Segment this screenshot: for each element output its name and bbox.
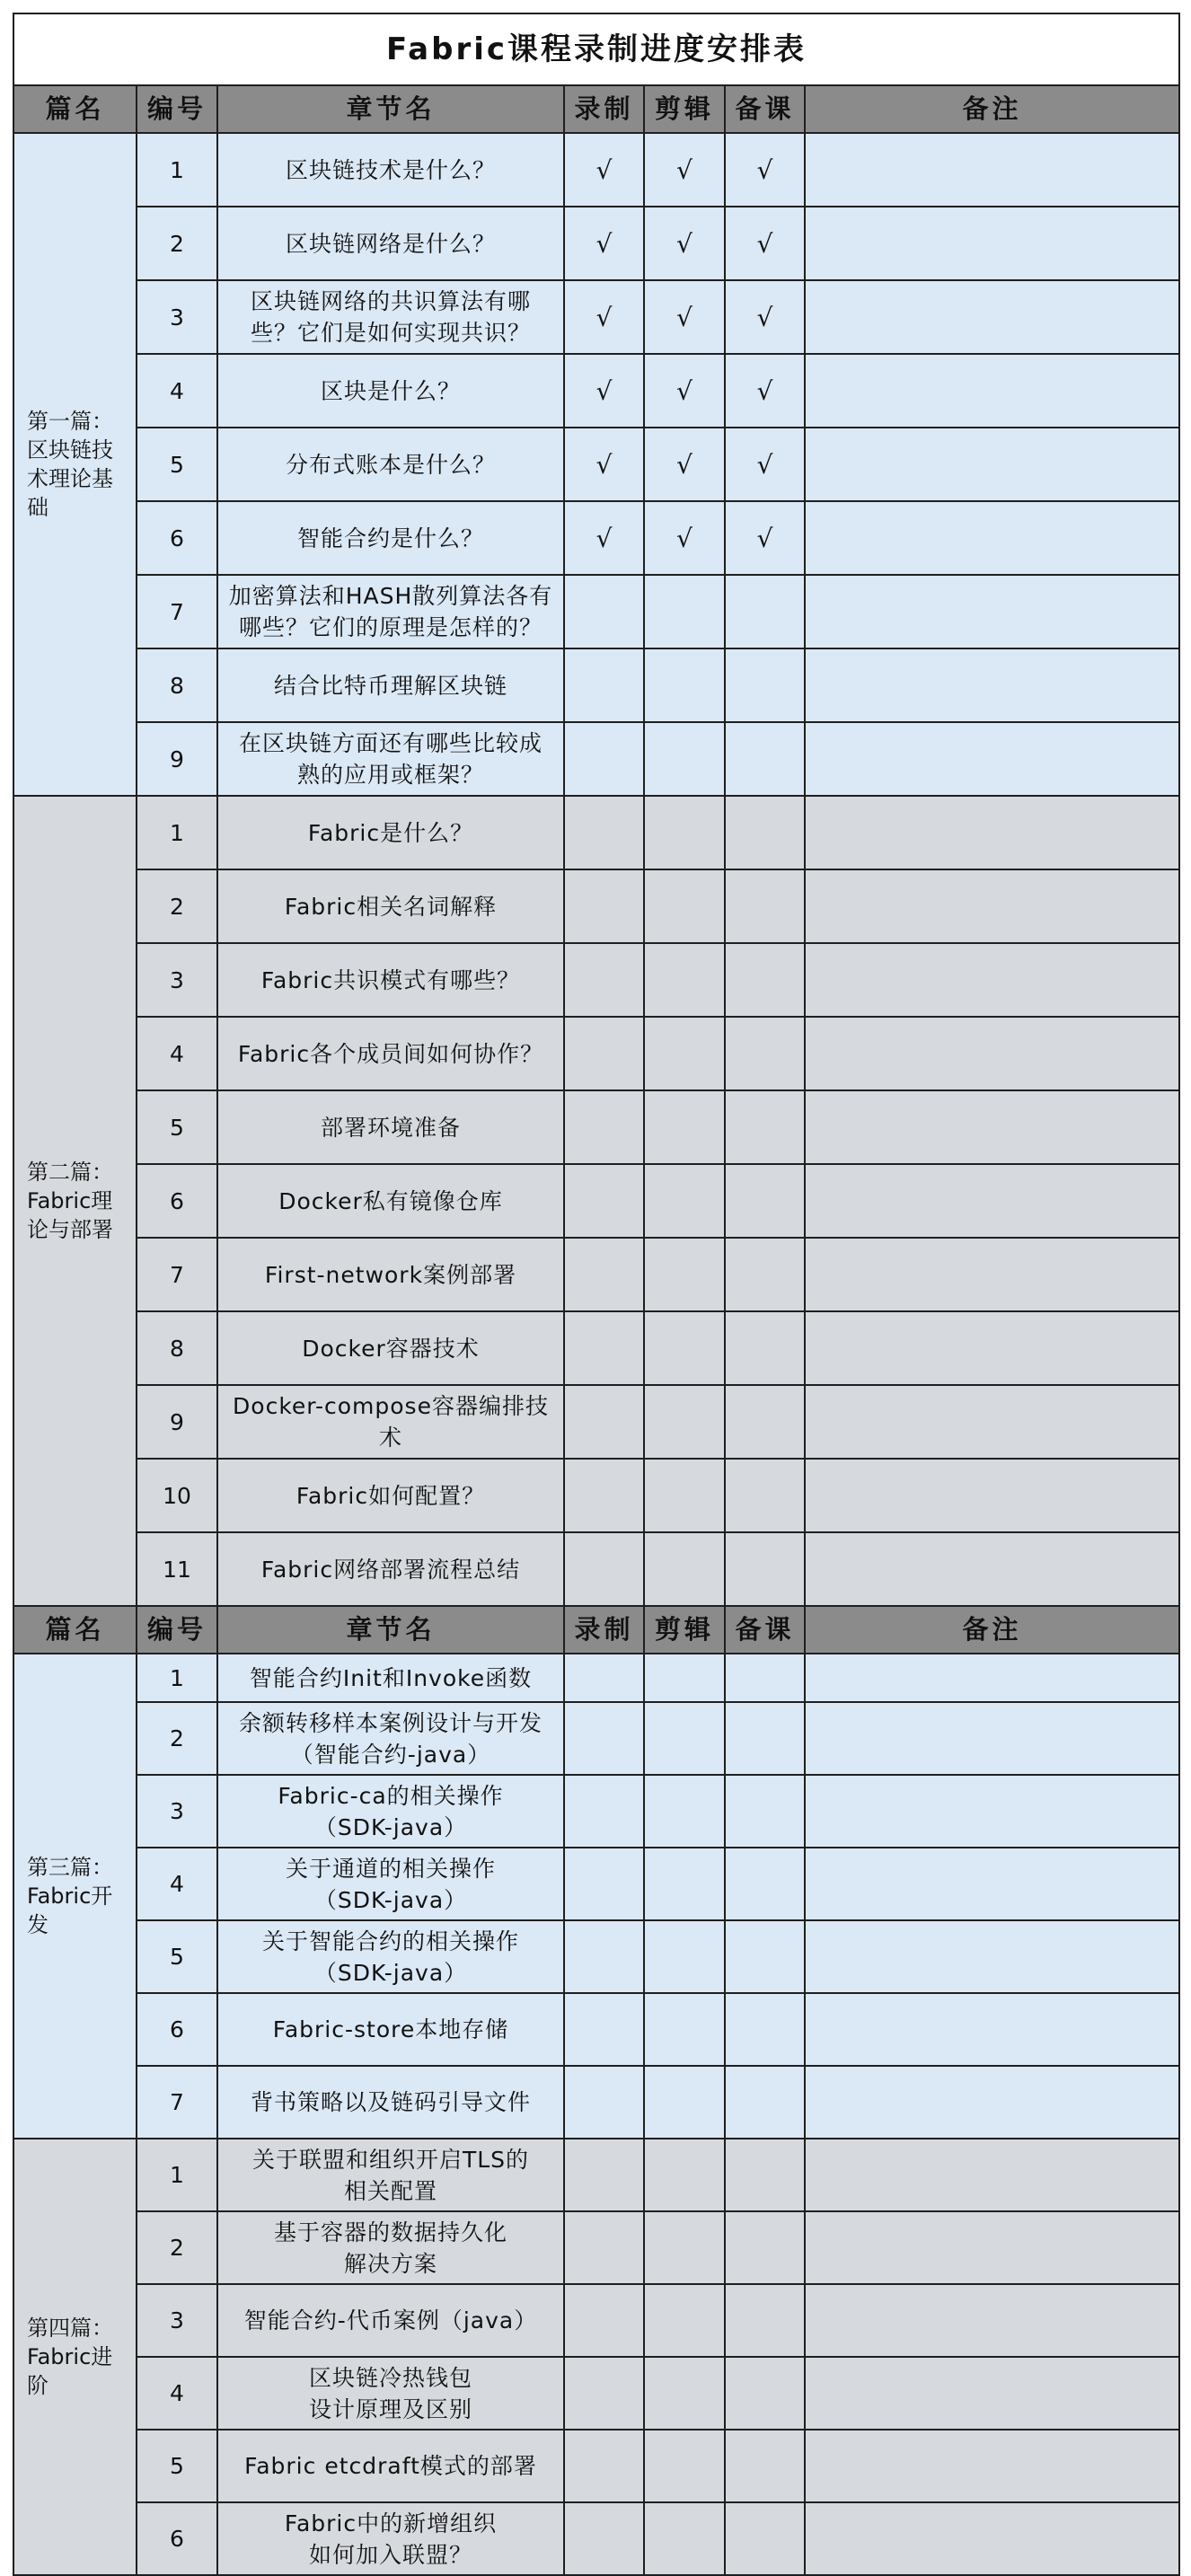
note-cell xyxy=(805,1920,1179,1993)
table-row xyxy=(13,501,1179,575)
prepare-check xyxy=(725,1654,805,1702)
table-row xyxy=(13,1311,1179,1385)
header-chapter: 章节名 xyxy=(217,1606,564,1654)
note-cell xyxy=(805,796,1179,869)
edit-check xyxy=(644,1654,725,1702)
prepare-check xyxy=(725,1238,805,1311)
row-number: 6 xyxy=(137,1993,217,2066)
prepare-check xyxy=(725,2211,805,2284)
row-number: 8 xyxy=(137,1311,217,1385)
row-number: 9 xyxy=(137,722,217,796)
edit-check xyxy=(644,1532,725,1606)
record-check xyxy=(564,1090,644,1164)
record-check xyxy=(564,1848,644,1920)
header-edit: 剪辑 xyxy=(644,1606,725,1654)
note-cell xyxy=(805,943,1179,1017)
table-row xyxy=(13,280,1179,354)
prepare-check xyxy=(725,2139,805,2211)
prepare-check xyxy=(725,575,805,648)
table-row xyxy=(13,796,1179,869)
note-cell xyxy=(805,1090,1179,1164)
record-check xyxy=(564,2284,644,2357)
note-cell xyxy=(805,2211,1179,2284)
row-number: 7 xyxy=(137,2066,217,2139)
note-cell xyxy=(805,207,1179,280)
note-cell xyxy=(805,575,1179,648)
table-row xyxy=(13,1164,1179,1238)
table-row xyxy=(13,2357,1179,2430)
part-3-name: 第三篇： Fabric开 发 xyxy=(13,1654,137,2139)
note-cell xyxy=(805,1993,1179,2066)
chapter-name: 基于容器的数据持久化 解决方案 xyxy=(217,2211,564,2284)
edit-check xyxy=(644,1238,725,1311)
chapter-name: Fabric是什么？ xyxy=(217,796,564,869)
table-row xyxy=(13,428,1179,501)
record-check xyxy=(564,1311,644,1385)
prepare-check xyxy=(725,1920,805,1993)
prepare-check xyxy=(725,2430,805,2502)
table-row xyxy=(13,2139,1179,2211)
note-cell xyxy=(805,1017,1179,1090)
prepare-check xyxy=(725,796,805,869)
chapter-name: Fabric共识模式有哪些？ xyxy=(217,943,564,1017)
header-number: 编号 xyxy=(137,85,217,133)
prepare-check xyxy=(725,2284,805,2357)
note-cell xyxy=(805,1532,1179,1606)
prepare-check xyxy=(725,1311,805,1385)
edit-check xyxy=(644,1017,725,1090)
edit-check xyxy=(644,943,725,1017)
record-check xyxy=(564,2211,644,2284)
row-number: 4 xyxy=(137,1017,217,1090)
chapter-name: Fabric中的新增组织 如何加入联盟？ xyxy=(217,2502,564,2575)
row-number: 11 xyxy=(137,1532,217,1606)
row-number: 3 xyxy=(137,2284,217,2357)
edit-check: √ xyxy=(644,501,725,575)
edit-check xyxy=(644,2357,725,2430)
note-cell xyxy=(805,1702,1179,1775)
row-number: 3 xyxy=(137,943,217,1017)
edit-check xyxy=(644,1090,725,1164)
row-number: 4 xyxy=(137,1848,217,1920)
header-note: 备注 xyxy=(805,1606,1179,1654)
chapter-name: Fabric相关名词解释 xyxy=(217,869,564,943)
chapter-name: Fabric网络部署流程总结 xyxy=(217,1532,564,1606)
prepare-check: √ xyxy=(725,501,805,575)
note-cell xyxy=(805,1654,1179,1702)
chapter-name: 区块链技术是什么？ xyxy=(217,133,564,207)
table-row xyxy=(13,1775,1179,1848)
prepare-check xyxy=(725,1993,805,2066)
part-2-name: 第二篇： Fabric理 论与部署 xyxy=(13,796,137,1606)
record-check xyxy=(564,1459,644,1532)
edit-check xyxy=(644,1385,725,1459)
note-cell xyxy=(805,2139,1179,2211)
table-row xyxy=(13,1090,1179,1164)
prepare-check xyxy=(725,1459,805,1532)
record-check xyxy=(564,575,644,648)
row-number: 7 xyxy=(137,575,217,648)
row-number: 5 xyxy=(137,1920,217,1993)
header-record: 录制 xyxy=(564,1606,644,1654)
header-chapter: 章节名 xyxy=(217,85,564,133)
note-cell xyxy=(805,1311,1179,1385)
chapter-name: 智能合约是什么？ xyxy=(217,501,564,575)
header-edit: 剪辑 xyxy=(644,85,725,133)
edit-check: √ xyxy=(644,133,725,207)
prepare-check xyxy=(725,1164,805,1238)
table-row xyxy=(13,1459,1179,1532)
note-cell xyxy=(805,1848,1179,1920)
header-note: 备注 xyxy=(805,85,1179,133)
record-check: √ xyxy=(564,280,644,354)
table-row xyxy=(13,1017,1179,1090)
note-cell xyxy=(805,722,1179,796)
record-check xyxy=(564,1775,644,1848)
chapter-name: First-network案例部署 xyxy=(217,1238,564,1311)
chapter-name: 关于通道的相关操作 （SDK-java） xyxy=(217,1848,564,1920)
prepare-check xyxy=(725,648,805,722)
edit-check xyxy=(644,1993,725,2066)
prepare-check xyxy=(725,2066,805,2139)
chapter-name: 分布式账本是什么？ xyxy=(217,428,564,501)
record-check xyxy=(564,796,644,869)
table-row xyxy=(13,2284,1179,2357)
edit-check xyxy=(644,722,725,796)
chapter-name: 区块链网络的共识算法有哪 些？它们是如何实现共识？ xyxy=(217,280,564,354)
header-row xyxy=(13,85,1179,133)
row-number: 5 xyxy=(137,2430,217,2502)
table-row xyxy=(13,722,1179,796)
table-row xyxy=(13,207,1179,280)
record-check: √ xyxy=(564,354,644,428)
record-check xyxy=(564,1385,644,1459)
chapter-name: Fabric各个成员间如何协作？ xyxy=(217,1017,564,1090)
prepare-check xyxy=(725,1775,805,1848)
row-number: 7 xyxy=(137,1238,217,1311)
note-cell xyxy=(805,2357,1179,2430)
note-cell xyxy=(805,1238,1179,1311)
note-cell xyxy=(805,869,1179,943)
prepare-check: √ xyxy=(725,354,805,428)
record-check xyxy=(564,2430,644,2502)
record-check xyxy=(564,943,644,1017)
table-row xyxy=(13,1238,1179,1311)
part-1-name: 第一篇： 区块链技 术理论基 础 xyxy=(13,133,137,796)
row-number: 9 xyxy=(137,1385,217,1459)
edit-check xyxy=(644,2430,725,2502)
chapter-name: 余额转移样本案例设计与开发 （智能合约-java） xyxy=(217,1702,564,1775)
row-number: 2 xyxy=(137,1702,217,1775)
table-row xyxy=(13,2211,1179,2284)
chapter-name: 在区块链方面还有哪些比较成 熟的应用或框架？ xyxy=(217,722,564,796)
note-cell xyxy=(805,2502,1179,2575)
table-row xyxy=(13,1920,1179,1993)
record-check xyxy=(564,869,644,943)
chapter-name: 关于联盟和组织开启TLS的 相关配置 xyxy=(217,2139,564,2211)
chapter-name: 结合比特币理解区块链 xyxy=(217,648,564,722)
prepare-check xyxy=(725,2502,805,2575)
table-title: Fabric课程录制进度安排表 xyxy=(13,13,1179,85)
row-number: 4 xyxy=(137,2357,217,2430)
row-number: 1 xyxy=(137,133,217,207)
record-check xyxy=(564,1993,644,2066)
chapter-name: 智能合约-代币案例（java） xyxy=(217,2284,564,2357)
note-cell xyxy=(805,133,1179,207)
prepare-check: √ xyxy=(725,280,805,354)
prepare-check xyxy=(725,943,805,1017)
edit-check xyxy=(644,796,725,869)
chapter-name: 区块链冷热钱包 设计原理及区别 xyxy=(217,2357,564,2430)
edit-check: √ xyxy=(644,280,725,354)
row-number: 4 xyxy=(137,354,217,428)
edit-check: √ xyxy=(644,207,725,280)
record-check xyxy=(564,2139,644,2211)
header-part: 篇名 xyxy=(13,1606,137,1654)
chapter-name: Fabric-ca的相关操作 （SDK-java） xyxy=(217,1775,564,1848)
row-number: 6 xyxy=(137,2502,217,2575)
edit-check xyxy=(644,2502,725,2575)
record-check xyxy=(564,1920,644,1993)
row-number: 1 xyxy=(137,796,217,869)
note-cell xyxy=(805,1385,1179,1459)
row-number: 6 xyxy=(137,501,217,575)
chapter-name: Docker私有镜像仓库 xyxy=(217,1164,564,1238)
record-check xyxy=(564,1532,644,1606)
note-cell xyxy=(805,280,1179,354)
row-number: 1 xyxy=(137,2139,217,2211)
chapter-name: Fabric etcdraft模式的部署 xyxy=(217,2430,564,2502)
note-cell xyxy=(805,648,1179,722)
edit-check xyxy=(644,1164,725,1238)
edit-check: √ xyxy=(644,428,725,501)
record-check xyxy=(564,722,644,796)
table-row xyxy=(13,133,1179,207)
row-number: 6 xyxy=(137,1164,217,1238)
row-number: 5 xyxy=(137,428,217,501)
chapter-name: Fabric-store本地存储 xyxy=(217,1993,564,2066)
prepare-check xyxy=(725,1702,805,1775)
edit-check xyxy=(644,869,725,943)
row-number: 3 xyxy=(137,280,217,354)
note-cell xyxy=(805,354,1179,428)
chapter-name: 加密算法和HASH散列算法各有 哪些？它们的原理是怎样的？ xyxy=(217,575,564,648)
chapter-name: Docker容器技术 xyxy=(217,1311,564,1385)
row-number: 2 xyxy=(137,869,217,943)
record-check xyxy=(564,2502,644,2575)
edit-check xyxy=(644,2284,725,2357)
edit-check xyxy=(644,1775,725,1848)
prepare-check xyxy=(725,869,805,943)
schedule-table xyxy=(13,13,1180,2576)
edit-check xyxy=(644,1920,725,1993)
table-row xyxy=(13,2430,1179,2502)
note-cell xyxy=(805,2430,1179,2502)
table-row xyxy=(13,648,1179,722)
prepare-check xyxy=(725,1532,805,1606)
edit-check xyxy=(644,1702,725,1775)
row-number: 8 xyxy=(137,648,217,722)
table-row xyxy=(13,2066,1179,2139)
edit-check: √ xyxy=(644,354,725,428)
table-row xyxy=(13,1702,1179,1775)
chapter-name: 背书策略以及链码引导文件 xyxy=(217,2066,564,2139)
note-cell xyxy=(805,2284,1179,2357)
chapter-name: Docker-compose容器编排技术 xyxy=(217,1385,564,1459)
header-record: 录制 xyxy=(564,85,644,133)
prepare-check: √ xyxy=(725,207,805,280)
table-row xyxy=(13,1532,1179,1606)
row-number: 3 xyxy=(137,1775,217,1848)
row-number: 1 xyxy=(137,1654,217,1702)
record-check: √ xyxy=(564,133,644,207)
header-row xyxy=(13,1606,1179,1654)
prepare-check xyxy=(725,1017,805,1090)
chapter-name: Fabric如何配置？ xyxy=(217,1459,564,1532)
table-row xyxy=(13,1848,1179,1920)
chapter-name: 关于智能合约的相关操作 （SDK-java） xyxy=(217,1920,564,1993)
record-check xyxy=(564,1164,644,1238)
record-check xyxy=(564,648,644,722)
header-part: 篇名 xyxy=(13,85,137,133)
edit-check xyxy=(644,1848,725,1920)
row-number: 10 xyxy=(137,1459,217,1532)
prepare-check xyxy=(725,722,805,796)
edit-check xyxy=(644,1311,725,1385)
table-row xyxy=(13,1993,1179,2066)
chapter-name: 部署环境准备 xyxy=(217,1090,564,1164)
note-cell xyxy=(805,1459,1179,1532)
record-check xyxy=(564,2357,644,2430)
record-check xyxy=(564,2066,644,2139)
table-row xyxy=(13,1654,1179,1702)
table-row xyxy=(13,354,1179,428)
chapter-name: 区块是什么？ xyxy=(217,354,564,428)
note-cell xyxy=(805,428,1179,501)
note-cell xyxy=(805,501,1179,575)
prepare-check: √ xyxy=(725,428,805,501)
prepare-check xyxy=(725,1090,805,1164)
row-number: 2 xyxy=(137,207,217,280)
part-4-name: 第四篇： Fabric进 阶 xyxy=(13,2139,137,2575)
edit-check xyxy=(644,575,725,648)
edit-check xyxy=(644,648,725,722)
row-number: 2 xyxy=(137,2211,217,2284)
edit-check xyxy=(644,1459,725,1532)
prepare-check xyxy=(725,1848,805,1920)
note-cell xyxy=(805,1164,1179,1238)
header-prepare: 备课 xyxy=(725,85,805,133)
header-prepare: 备课 xyxy=(725,1606,805,1654)
table-row xyxy=(13,575,1179,648)
record-check xyxy=(564,1238,644,1311)
record-check: √ xyxy=(564,428,644,501)
header-number: 编号 xyxy=(137,1606,217,1654)
edit-check xyxy=(644,2066,725,2139)
chapter-name: 区块链网络是什么？ xyxy=(217,207,564,280)
record-check: √ xyxy=(564,501,644,575)
table-row xyxy=(13,1385,1179,1459)
prepare-check xyxy=(725,2357,805,2430)
record-check xyxy=(564,1017,644,1090)
prepare-check: √ xyxy=(725,133,805,207)
record-check: √ xyxy=(564,207,644,280)
table-row xyxy=(13,869,1179,943)
row-number: 5 xyxy=(137,1090,217,1164)
table-row xyxy=(13,2502,1179,2575)
chapter-name: 智能合约Init和Invoke函数 xyxy=(217,1654,564,1702)
note-cell xyxy=(805,2066,1179,2139)
note-cell xyxy=(805,1775,1179,1848)
prepare-check xyxy=(725,1385,805,1459)
table-row xyxy=(13,943,1179,1017)
record-check xyxy=(564,1654,644,1702)
record-check xyxy=(564,1702,644,1775)
edit-check xyxy=(644,2211,725,2284)
edit-check xyxy=(644,2139,725,2211)
